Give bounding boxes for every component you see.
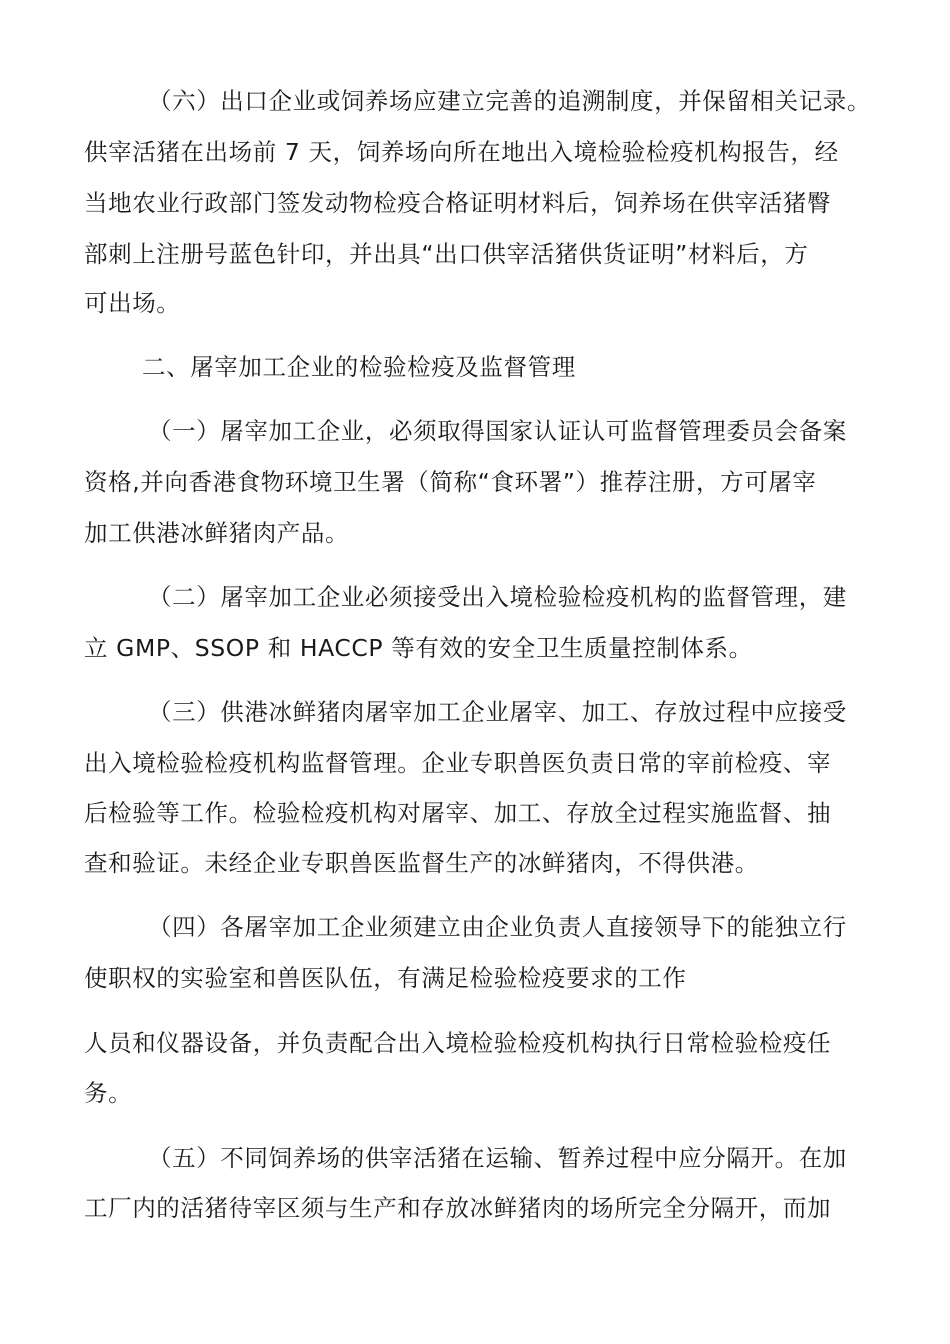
paragraph-5-line-2: 工厂内的活猪待宰区须与生产和存放冰鲜猪肉的场所完全分隔开，而加	[84, 1194, 832, 1222]
paragraph-4-line-4: 务。	[84, 1079, 133, 1107]
paragraph-5-line-1: （五）不同饲养场的供宰活猪在运输、暂养过程中应分隔开。在加	[148, 1144, 847, 1172]
paragraph-1-line-1: （一）屠宰加工企业，必须取得国家认证认可监督管理委员会备案	[148, 417, 847, 445]
paragraph-3-line-4: 查和验证。未经企业专职兽医监督生产的冰鲜猪肉，不得供港。	[84, 849, 759, 877]
section-heading-2: 二、屠宰加工企业的检验检疫及监督管理	[142, 353, 576, 381]
paragraph-1-line-3: 加工供港冰鲜猪肉产品。	[84, 519, 350, 547]
paragraph-3-line-3: 后检验等工作。检验检疫机构对屠宰、加工、存放全过程实施监督、抽	[84, 799, 832, 827]
paragraph-3-line-1: （三）供港冰鲜猪肉屠宰加工企业屠宰、加工、存放过程中应接受	[148, 698, 847, 726]
paragraph-4-line-1: （四）各屠宰加工企业须建立由企业负责人直接领导下的能独立行	[148, 913, 847, 941]
paragraph-4-line-2: 使职权的实验室和兽医队伍，有满足检验检疫要求的工作	[84, 964, 687, 992]
paragraph-4-line-3: 人员和仪器设备，并负责配合出入境检验检疫机构执行日常检验检疫任	[84, 1029, 832, 1057]
paragraph-6-line-5: 可出场。	[84, 289, 181, 317]
paragraph-3-line-2: 出入境检验检疫机构监督管理。企业专职兽医负责日常的宰前检疫、宰	[84, 749, 832, 777]
paragraph-6-line-2: 供宰活猪在出场前 7 天，饲养场向所在地出入境检验检疫机构报告，经	[84, 138, 839, 166]
paragraph-1-line-2: 资格,并向香港食物环境卫生署（简称“食环署”）推荐注册，方可屠宰	[84, 468, 817, 496]
paragraph-2-line-1: （二）屠宰加工企业必须接受出入境检验检疫机构的监督管理，建	[148, 583, 847, 611]
paragraph-6-line-4: 部刺上注册号蓝色针印，并出具“出口供宰活猪供货证明”材料后，方	[84, 240, 809, 268]
paragraph-6-line-1: （六）出口企业或饲养场应建立完善的追溯制度，并保留相关记录。	[148, 87, 871, 115]
paragraph-6-line-3: 当地农业行政部门签发动物检疫合格证明材料后，饲养场在供宰活猪臀	[84, 189, 832, 217]
paragraph-2-line-2: 立 GMP、SSOP 和 HACCP 等有效的安全卫生质量控制体系。	[84, 634, 753, 662]
